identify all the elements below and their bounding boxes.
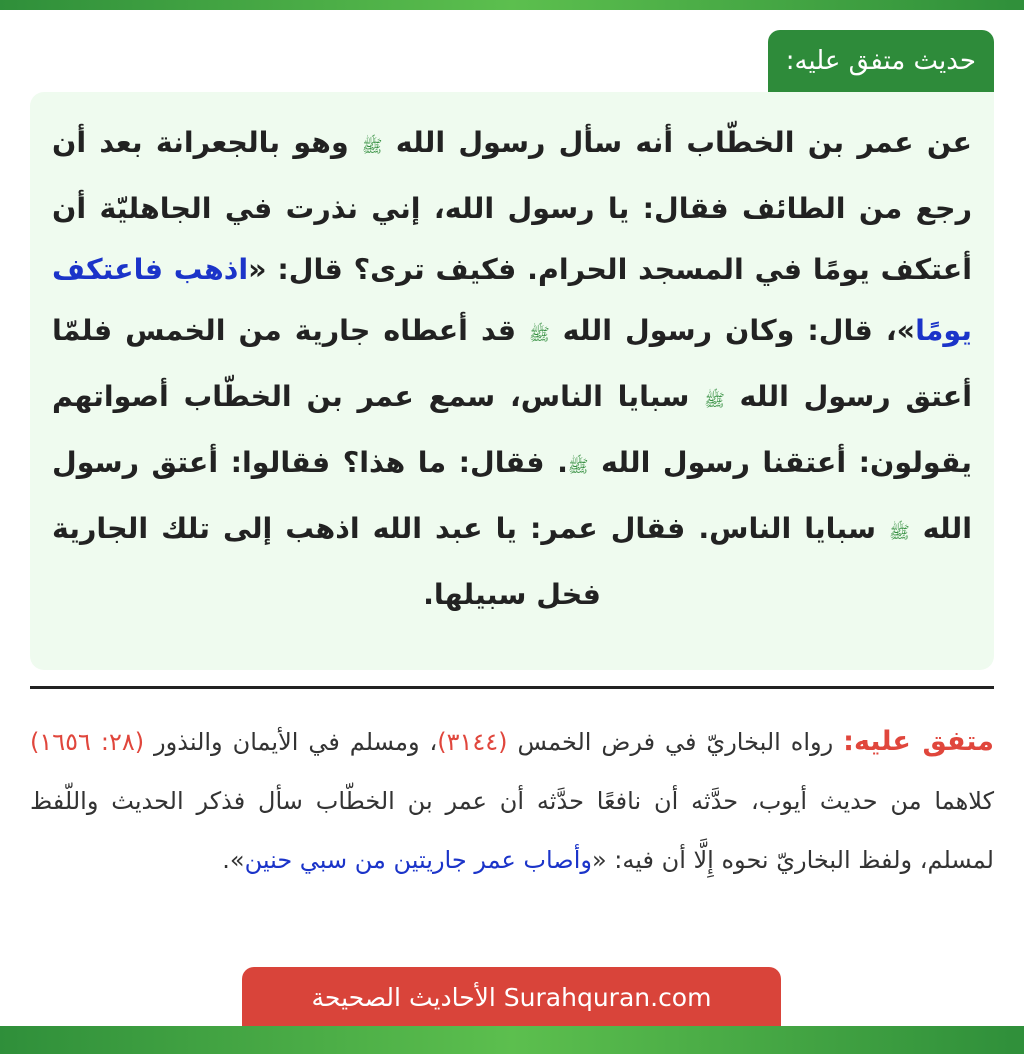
hadith-card (30, 92, 994, 670)
bottom-accent-bar (0, 1026, 1024, 1054)
site-brand-badge: الأحاديث الصحيحة Surahquran.com (242, 967, 781, 1029)
takhrij-text-part: ، ومسلم في الأيمان والنذور (144, 728, 438, 756)
takhrij-text-part: كلاهما من حديث أيوب، حدَّثه أن نافعًا حدَّثه أن عمر بن الخطّاب سأل فذكر الحديث واللّفظ لمسلم، ولفظ البخاريّ نحوه إِلَّا أن فيه: « (30, 787, 994, 874)
hadith-text-part: سبايا الناس. فقال عمر: يا عبد الله اذهب إلى تلك الجارية فخل سبيلها. (52, 512, 890, 611)
top-accent-bar (0, 0, 1024, 10)
hadith-text-part: سبايا الناس، سمع عمر بن الخطّاب أصواتهم يقولون: أعتقنا رسول الله (52, 380, 972, 479)
section-divider (30, 686, 994, 689)
takhrij-text-part: ». (222, 846, 245, 874)
salawat-glyph: ﷺ (704, 391, 725, 411)
bukhari-quote: وأصاب عمر جاريتين من سبي حنين (244, 846, 592, 874)
salawat-glyph: ﷺ (889, 523, 910, 543)
hadith-reference-number: (٣١٤٤) (437, 728, 508, 756)
salawat-glyph: ﷺ (567, 457, 589, 477)
takhrij-text (30, 712, 994, 890)
hadith-text-part: وهو بالجعرانة بعد أن رجع من الطائف فقال: يا رسول الله، إني نذرت في الجاهليّة أن أعتكف يومًا في المسجد الحرام. فكيف ترى؟ قال: « (52, 126, 972, 286)
hadith-text-part: قد أعطاه جارية من الخمس فلمّا أعتق رسول الله (52, 314, 972, 413)
hadith-text-part: . فقال: ما هذا؟ فقالوا: أعتق رسول الله (52, 446, 973, 545)
hadith-text-part: »، قال: وكان رسول الله (549, 314, 916, 347)
hadith-type-label: حديث متفق عليه: (768, 30, 994, 92)
takhrij-text-part: رواه البخاريّ في فرض الخمس (507, 728, 844, 756)
hadith-text (52, 112, 972, 625)
salawat-glyph: ﷺ (529, 325, 550, 345)
hadith-reference-number: (٢٨: ١٦٥٦) (30, 728, 145, 756)
salawat-glyph: ﷺ (361, 137, 383, 157)
takhrij-keyword: متفق عليه: (843, 726, 995, 757)
hadith-text-part: عن عمر بن الخطّاب أنه سأل رسول الله (382, 126, 973, 159)
prophet-quote: اذهب فاعتكف يومًا (52, 253, 972, 347)
